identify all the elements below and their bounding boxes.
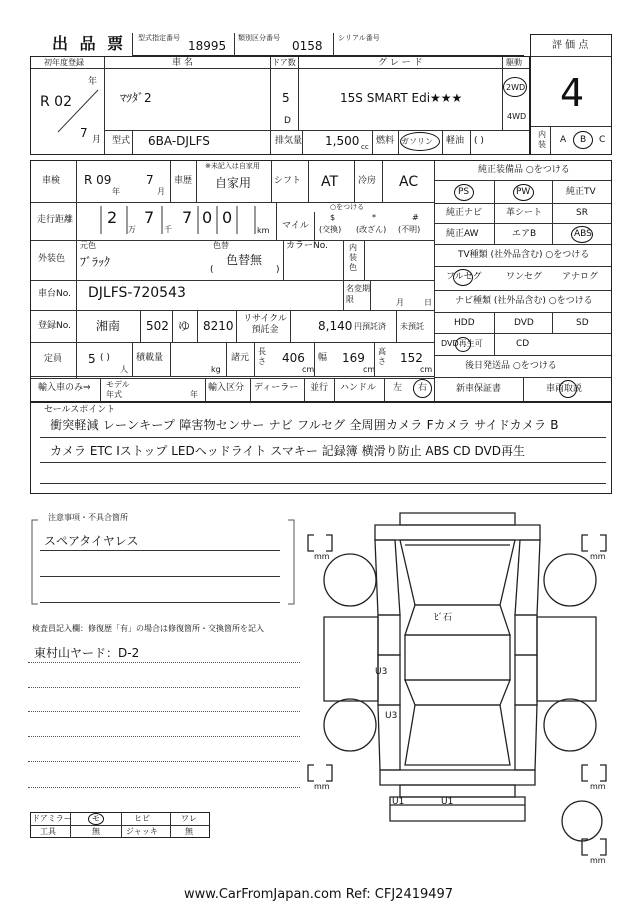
first-reg-year-suffix: 年 xyxy=(88,77,98,87)
inspection-era: R 09 xyxy=(84,173,112,187)
handle-label: ハンドル xyxy=(340,383,377,393)
tread-mm-rr: mm xyxy=(590,782,606,791)
check-crack: ヒビ xyxy=(134,814,150,823)
width-label: 幅 xyxy=(318,353,328,363)
tv-fullseg: フルセグ xyxy=(446,272,482,282)
model-year-suffix: 年 xyxy=(190,390,198,399)
equip-abs: ABS xyxy=(574,229,592,239)
class-code: 0158 xyxy=(292,39,323,53)
fuel-gasoline: ガソリン xyxy=(401,137,433,146)
equip-airbag: エアB xyxy=(512,229,537,239)
color-no-label: カラーNo. xyxy=(286,241,328,251)
drive-2wd: 2WD xyxy=(506,83,526,92)
tread-mm-spare: mm xyxy=(590,856,606,865)
tv-analog: アナログ xyxy=(562,272,599,282)
ac-label: 冷房 xyxy=(358,176,377,186)
inspection-month-suffix: 月 xyxy=(157,187,165,196)
history-note: ※未記入は自家用 xyxy=(205,162,260,170)
model-type-label: 型式 xyxy=(112,136,131,146)
color-label: 外装色 xyxy=(38,254,66,264)
after-title: 後日発送品 ○をつける xyxy=(465,361,557,371)
tread-mm-fl: mm xyxy=(314,552,330,561)
capacity-unit: 人 xyxy=(120,365,128,374)
warranty-day: 日 xyxy=(424,298,432,307)
first-reg-month: 7 xyxy=(80,126,88,140)
load-label: 積載量 xyxy=(136,353,164,363)
sales-points-line2: カメラ ETC Iストップ LEDヘッドライト スマキー 記録簿 横滑り防止 ABS CD DVD再生 xyxy=(50,444,525,458)
first-reg-month-suffix: 月 xyxy=(92,135,102,145)
after-warranty: 新車保証書 xyxy=(456,384,502,394)
sales-points-line1: 衝突軽減 レーンキープ 障害物センサー ナビ フルセグ 全周囲カメラ Fカメラ サイドカメラ B xyxy=(50,418,559,432)
interior-b-circle xyxy=(573,131,593,149)
history: 自家用 xyxy=(215,176,252,190)
mileage-opt3-sub: (不明) xyxy=(398,225,421,234)
equip-navi: 純正ナビ xyxy=(446,208,483,218)
check-jack-value: 無 xyxy=(185,827,193,836)
score-label: 評 価 点 xyxy=(552,40,589,51)
serial-label: シリアル番号 xyxy=(338,34,380,42)
shift-label: シフト xyxy=(274,176,302,186)
interior-label: 内装 xyxy=(538,130,546,149)
import-label: 輸入車のみ⇒ xyxy=(38,383,91,393)
interior-c: C xyxy=(599,135,606,145)
equip-ps-circle xyxy=(454,184,474,201)
sales-points-label: セールスポイント xyxy=(44,405,116,415)
length-unit: cm xyxy=(302,365,315,374)
width-unit: cm xyxy=(363,365,376,374)
recycle-unpaid: 未預託 xyxy=(400,322,424,331)
navi-hdd: HDD xyxy=(454,318,475,328)
equipment-title: 純正装備品 ○をつける xyxy=(478,165,570,175)
media-dvd: DVD再生可 xyxy=(441,339,483,348)
repaint-paren-open: ( xyxy=(210,265,214,275)
import-parallel: 並行 xyxy=(310,383,329,393)
ac: AC xyxy=(399,174,419,190)
tv-oneseg: ワンセグ xyxy=(506,272,543,282)
damage-mark-roof: ﾋﾞ石 xyxy=(434,613,453,623)
interior-a: A xyxy=(560,135,567,145)
equip-leather: 革シート xyxy=(506,208,543,218)
first-reg-label: 初年度登録 xyxy=(44,58,84,67)
mileage-digit-5: 0 xyxy=(222,208,233,227)
history-label: 車歴 xyxy=(174,176,193,186)
door-type: D xyxy=(284,116,291,126)
warranty-month: 月 xyxy=(396,298,404,307)
handle-right: 右 xyxy=(418,383,428,393)
color-orig: ﾌﾞﾗｯｸ xyxy=(80,255,111,269)
mileage-opt2-sub: (改ざん) xyxy=(356,225,387,234)
capacity-label: 定員 xyxy=(44,354,63,364)
diesel-paren: ( ) xyxy=(474,136,484,146)
mileage-digit-3: 7 xyxy=(182,208,193,227)
dims-label: 諸元 xyxy=(231,353,250,363)
equip-abs-circle xyxy=(571,226,593,243)
displacement-unit: cc xyxy=(361,143,369,151)
equip-pw: PW xyxy=(516,187,531,197)
registration-label: 登録No. xyxy=(38,321,71,331)
chassis-no: DJLFS-720543 xyxy=(88,285,186,301)
mileage-digit-1: 2 xyxy=(107,208,118,227)
recycle-amount: 8,140 xyxy=(318,319,353,333)
inspection-year-suffix: 年 xyxy=(112,187,120,196)
sheet-title: 出 品 票 xyxy=(52,34,127,53)
drive-4wd: 4WD xyxy=(507,112,527,121)
model-code-label: 型式指定番号 xyxy=(138,34,180,42)
footer-ref: www.CarFromJapan.com Ref: CFJ2419497 xyxy=(184,887,454,902)
check-break: ワレ xyxy=(181,814,197,823)
fuel-gasoline-circle xyxy=(400,132,440,151)
tv-title: TV種類 (社外品含む) ○をつける xyxy=(458,250,590,260)
registration-kana: ゆ xyxy=(178,319,191,333)
import-type-label: 輸入区分 xyxy=(208,383,245,393)
tv-fullseg-circle xyxy=(453,269,473,286)
recycle-label: リサイクル預託金 xyxy=(243,314,287,335)
interior-b: B xyxy=(580,135,587,145)
displacement: 1,500 xyxy=(325,134,360,148)
model-code: 18995 xyxy=(188,39,227,53)
score-value: 4 xyxy=(560,71,585,115)
height-unit: cm xyxy=(420,365,433,374)
length-label: 長さ xyxy=(258,347,266,366)
car-name: ﾏﾂﾀﾞ2 xyxy=(120,91,152,105)
mileage-unit-km: km xyxy=(257,226,270,235)
navi-title: ナビ種類 (社外品含む) ○をつける xyxy=(455,296,593,306)
fuel-label: 燃料 xyxy=(376,136,395,146)
registration-region: 湘南 xyxy=(96,319,121,333)
width: 169 xyxy=(342,351,365,365)
load-unit: kg xyxy=(211,365,221,374)
interior-color-label: 内装色 xyxy=(349,243,357,272)
notes-label: 注意事項・不具合箇所 xyxy=(48,513,128,522)
equip-sr: SR xyxy=(576,208,588,218)
mileage-opt3: # xyxy=(412,213,419,222)
drive-2wd-circle xyxy=(503,77,527,97)
repaint-paren-close: ) xyxy=(276,265,280,275)
car-name-label: 車 名 xyxy=(172,58,193,68)
damage-mark-u3-a: U3 xyxy=(375,667,388,677)
tread-mm-rl: mm xyxy=(314,782,330,791)
length: 406 xyxy=(282,351,305,365)
grade: 15S SMART Edi★★★ xyxy=(340,91,463,105)
capacity-paren: ( ) xyxy=(100,353,110,363)
registration-class-no: 502 xyxy=(146,319,169,333)
drive-label: 駆動 xyxy=(506,58,522,67)
mileage-unit-man: 万 xyxy=(128,225,136,234)
navi-dvd: DVD xyxy=(514,318,534,328)
displacement-label: 排気量 xyxy=(275,136,303,146)
check-tools-value: 無 xyxy=(92,827,100,836)
equip-pw-circle xyxy=(513,184,534,201)
car-damage-diagram xyxy=(300,505,620,865)
mileage-opt2: * xyxy=(372,213,376,222)
media-cd: CD xyxy=(516,339,530,349)
height: 152 xyxy=(400,351,423,365)
inspector-line1: 東村山ヤード：D-2 xyxy=(34,646,140,660)
check-tools: 工具 xyxy=(40,827,56,836)
inspector-label: 検査員記入欄：修復歴「有」の場合は修復箇所・交換箇所を記入 xyxy=(32,624,264,633)
check-doormirror: ドアミラー xyxy=(32,814,72,823)
doors-label: ドア数 xyxy=(272,58,296,67)
height-label: 高さ xyxy=(378,347,386,366)
damage-mark-u3-b: U3 xyxy=(385,711,398,721)
handle-left: 左 xyxy=(393,383,403,393)
shift: AT xyxy=(321,174,339,190)
equip-aw: 純正AW xyxy=(446,229,479,239)
model-type: 6BA-DJLFS xyxy=(148,134,210,148)
model-year-label: モデル年式 xyxy=(106,380,130,399)
inspection-label: 車検 xyxy=(42,176,61,186)
repaint-label: 色替 xyxy=(213,241,229,250)
mileage-opt1-sub: (交換) xyxy=(319,225,342,234)
chassis-label: 車台No. xyxy=(38,289,71,299)
damage-mark-u1-b: U1 xyxy=(441,797,454,807)
recycle-unit: 円預託済 xyxy=(354,322,386,331)
navi-sd: SD xyxy=(576,318,589,328)
after-manual: 車両取説 xyxy=(546,384,583,394)
after-manual-circle xyxy=(559,380,577,398)
mileage-opt1: $ xyxy=(330,213,336,222)
mileage-digit-4: 0 xyxy=(202,208,213,227)
mileage-label: 走行距離 xyxy=(37,215,74,225)
import-dealer: ディーラー xyxy=(254,383,299,393)
mile-label: マイル xyxy=(282,221,309,231)
equip-ps: PS xyxy=(458,187,470,197)
doors: 5 xyxy=(282,91,290,105)
mileage-unit-sen: 千 xyxy=(164,225,172,234)
grade-label: グ レ ー ド xyxy=(378,58,423,68)
class-code-label: 類別区分番号 xyxy=(238,34,280,42)
mileage-circle-note: ○をつける xyxy=(330,203,365,211)
check-doormirror-value: モ xyxy=(92,814,100,823)
handle-right-circle xyxy=(413,379,432,398)
mileage-digit-2: 7 xyxy=(144,208,155,227)
warranty-label: 名変期限 xyxy=(346,284,370,304)
color-orig-label: 元色 xyxy=(80,241,96,250)
media-dvd-circle xyxy=(455,337,471,352)
check-doormirror-circle xyxy=(88,813,104,825)
inspection-month: 7 xyxy=(146,173,154,187)
tread-mm-fr: mm xyxy=(590,552,606,561)
notes-bracket xyxy=(30,518,296,608)
damage-mark-u1-a: U1 xyxy=(392,797,405,807)
equip-tv: 純正TV xyxy=(566,187,596,197)
registration-number: 8210 xyxy=(203,319,234,333)
repaint: 色替無 xyxy=(226,253,263,267)
check-jack: ジャッキ xyxy=(126,827,158,836)
notes-line1: スペアタイヤレス xyxy=(44,534,139,548)
first-reg-era: R 02 xyxy=(40,94,72,110)
capacity-value: 5 xyxy=(88,352,96,366)
diesel-label: 軽油 xyxy=(446,136,465,146)
